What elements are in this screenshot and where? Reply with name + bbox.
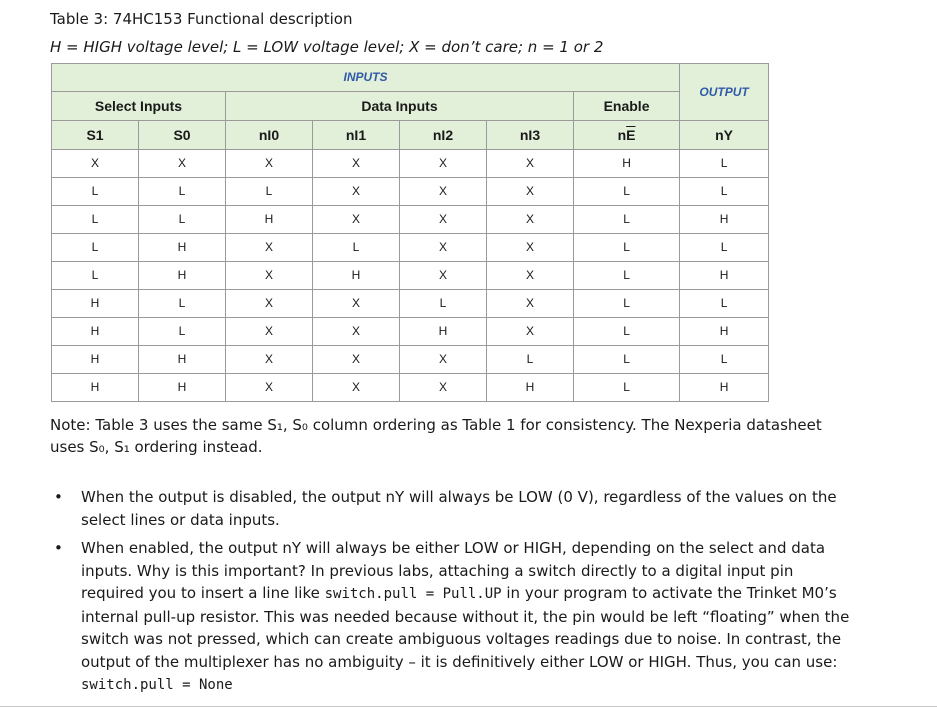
cell-ni2: X [400,178,487,206]
cell-ni1: X [313,346,400,374]
cell-ni0: X [226,290,313,318]
cell-s1: L [52,234,139,262]
table-row [52,374,769,402]
cell-ni1: X [313,178,400,206]
table-row [52,262,769,290]
cell-ne: L [574,178,680,206]
cell-ny: H [680,318,769,346]
cell-ny: H [680,206,769,234]
table-row [52,150,769,178]
cell-ne: L [574,234,680,262]
table-legend: H = HIGH voltage level; L = LOW voltage level; X = don’t care; n = 1 or 2 [50,38,604,56]
cell-ni2: X [400,150,487,178]
cell-s0: L [139,290,226,318]
code-pull-none: switch.pull = None [81,677,233,693]
cell-ni3: L [487,346,574,374]
cell-ni2: L [400,290,487,318]
ne-overline-label: $\overline{E}$ [626,126,636,143]
note-line-1: Note: Table 3 uses the same S₁, S₀ column ordering as Table 1 for consistency. The Nexperia datasheet [50,416,822,434]
data-inputs-header: Data Inputs [226,92,574,121]
cell-s1: X [52,150,139,178]
output-group-header: OUTPUT [680,64,769,121]
enable-header: Enable [574,92,680,121]
code-pull-up: switch.pull = Pull.UP [324,586,502,602]
cell-ni2: H [400,318,487,346]
cell-ne: L [574,346,680,374]
cell-ni0: L [226,178,313,206]
cell-s1: H [52,318,139,346]
bullet-dot-icon: • [54,488,63,506]
table-row [52,234,769,262]
cell-s1: H [52,346,139,374]
cell-ni1: X [313,290,400,318]
table-row [52,346,769,374]
cell-s1: H [52,290,139,318]
cell-ni0: X [226,346,313,374]
cell-s1: L [52,262,139,290]
cell-ni2: X [400,234,487,262]
cell-s0: X [139,150,226,178]
col-header-ni0: nI0 [226,121,313,150]
bullet-text: When the output is disabled, the output nY will always be LOW (0 V), regardless of the values on the select lines or data inputs. [81,488,837,529]
cell-ni0: X [226,318,313,346]
cell-s0: L [139,206,226,234]
cell-ni2: X [400,346,487,374]
cell-ni3: X [487,290,574,318]
functional-description-table [51,63,769,402]
cell-ny: L [680,234,769,262]
col-header-ny: nY [680,121,769,150]
cell-ne: L [574,206,680,234]
page-bottom-rule [0,706,937,707]
col-header-s1: S1 [52,121,139,150]
cell-s0: H [139,346,226,374]
table-caption: Table 3: 74HC153 Functional description [50,10,353,28]
cell-ni0: X [226,234,313,262]
cell-ni1: X [313,318,400,346]
cell-s0: L [139,178,226,206]
cell-ni1: X [313,374,400,402]
select-inputs-header: Select Inputs [52,92,226,121]
cell-s0: H [139,374,226,402]
note-line-2: uses S₀, S₁ ordering instead. [50,438,263,456]
cell-ni1: X [313,206,400,234]
cell-ni2: X [400,374,487,402]
cell-ny: L [680,178,769,206]
table-body [52,150,769,402]
cell-ny: H [680,374,769,402]
cell-s0: H [139,234,226,262]
cell-ni2: X [400,262,487,290]
bullet-text-part2: in your program to activate the Trinket M0’s internal pull-up resistor. This was needed because without it, the pin would be left “floating” when the switch was not pressed, which can create ambiguous voltages readings due to noise. In contrast, the output of the multiplexer has no ambiguity – it is definitively either LOW or HIGH. Thus, you can use: [81,584,850,671]
cell-ni3: X [487,318,574,346]
table-row [52,318,769,346]
cell-ni1: X [313,150,400,178]
inputs-group-header: INPUTS [52,64,680,92]
bullet-item-disabled-output [50,486,850,531]
cell-ne: L [574,262,680,290]
cell-ni3: X [487,234,574,262]
cell-ni3: H [487,374,574,402]
cell-ne: L [574,290,680,318]
cell-ne: L [574,374,680,402]
cell-ni3: X [487,178,574,206]
cell-ne: H [574,150,680,178]
col-header-ni3: nI3 [487,121,574,150]
cell-s1: H [52,374,139,402]
cell-ni2: X [400,206,487,234]
cell-ni3: X [487,150,574,178]
cell-ni1: L [313,234,400,262]
col-header-ne: $n\overline{E}$ [574,121,680,150]
cell-ny: L [680,290,769,318]
table-row [52,178,769,206]
bullet-text-part1: When enabled, the output nY will always be either LOW or HIGH, depending on the select and data inputs. Why is this important? In previous labs, attaching a switch directly to a digital input pin required you to insert a line like [81,539,826,602]
bullet-dot-icon: • [54,539,63,557]
bullet-item-enabled-output [50,537,850,697]
table-note [50,414,840,458]
cell-ni3: X [487,206,574,234]
cell-ne: L [574,318,680,346]
column-header-row [52,121,769,150]
cell-ni0: H [226,206,313,234]
cell-ni0: X [226,374,313,402]
cell-ni0: X [226,150,313,178]
cell-s1: L [52,206,139,234]
cell-ni3: X [487,262,574,290]
cell-ny: L [680,150,769,178]
cell-ny: L [680,346,769,374]
cell-ni0: X [226,262,313,290]
table-row [52,290,769,318]
col-header-s0: S0 [139,121,226,150]
bullet-list [50,486,850,703]
cell-s1: L [52,178,139,206]
cell-s0: L [139,318,226,346]
col-header-ni1: nI1 [313,121,400,150]
cell-ni1: H [313,262,400,290]
cell-ny: H [680,262,769,290]
table-row [52,206,769,234]
col-header-ni2: nI2 [400,121,487,150]
cell-s0: H [139,262,226,290]
